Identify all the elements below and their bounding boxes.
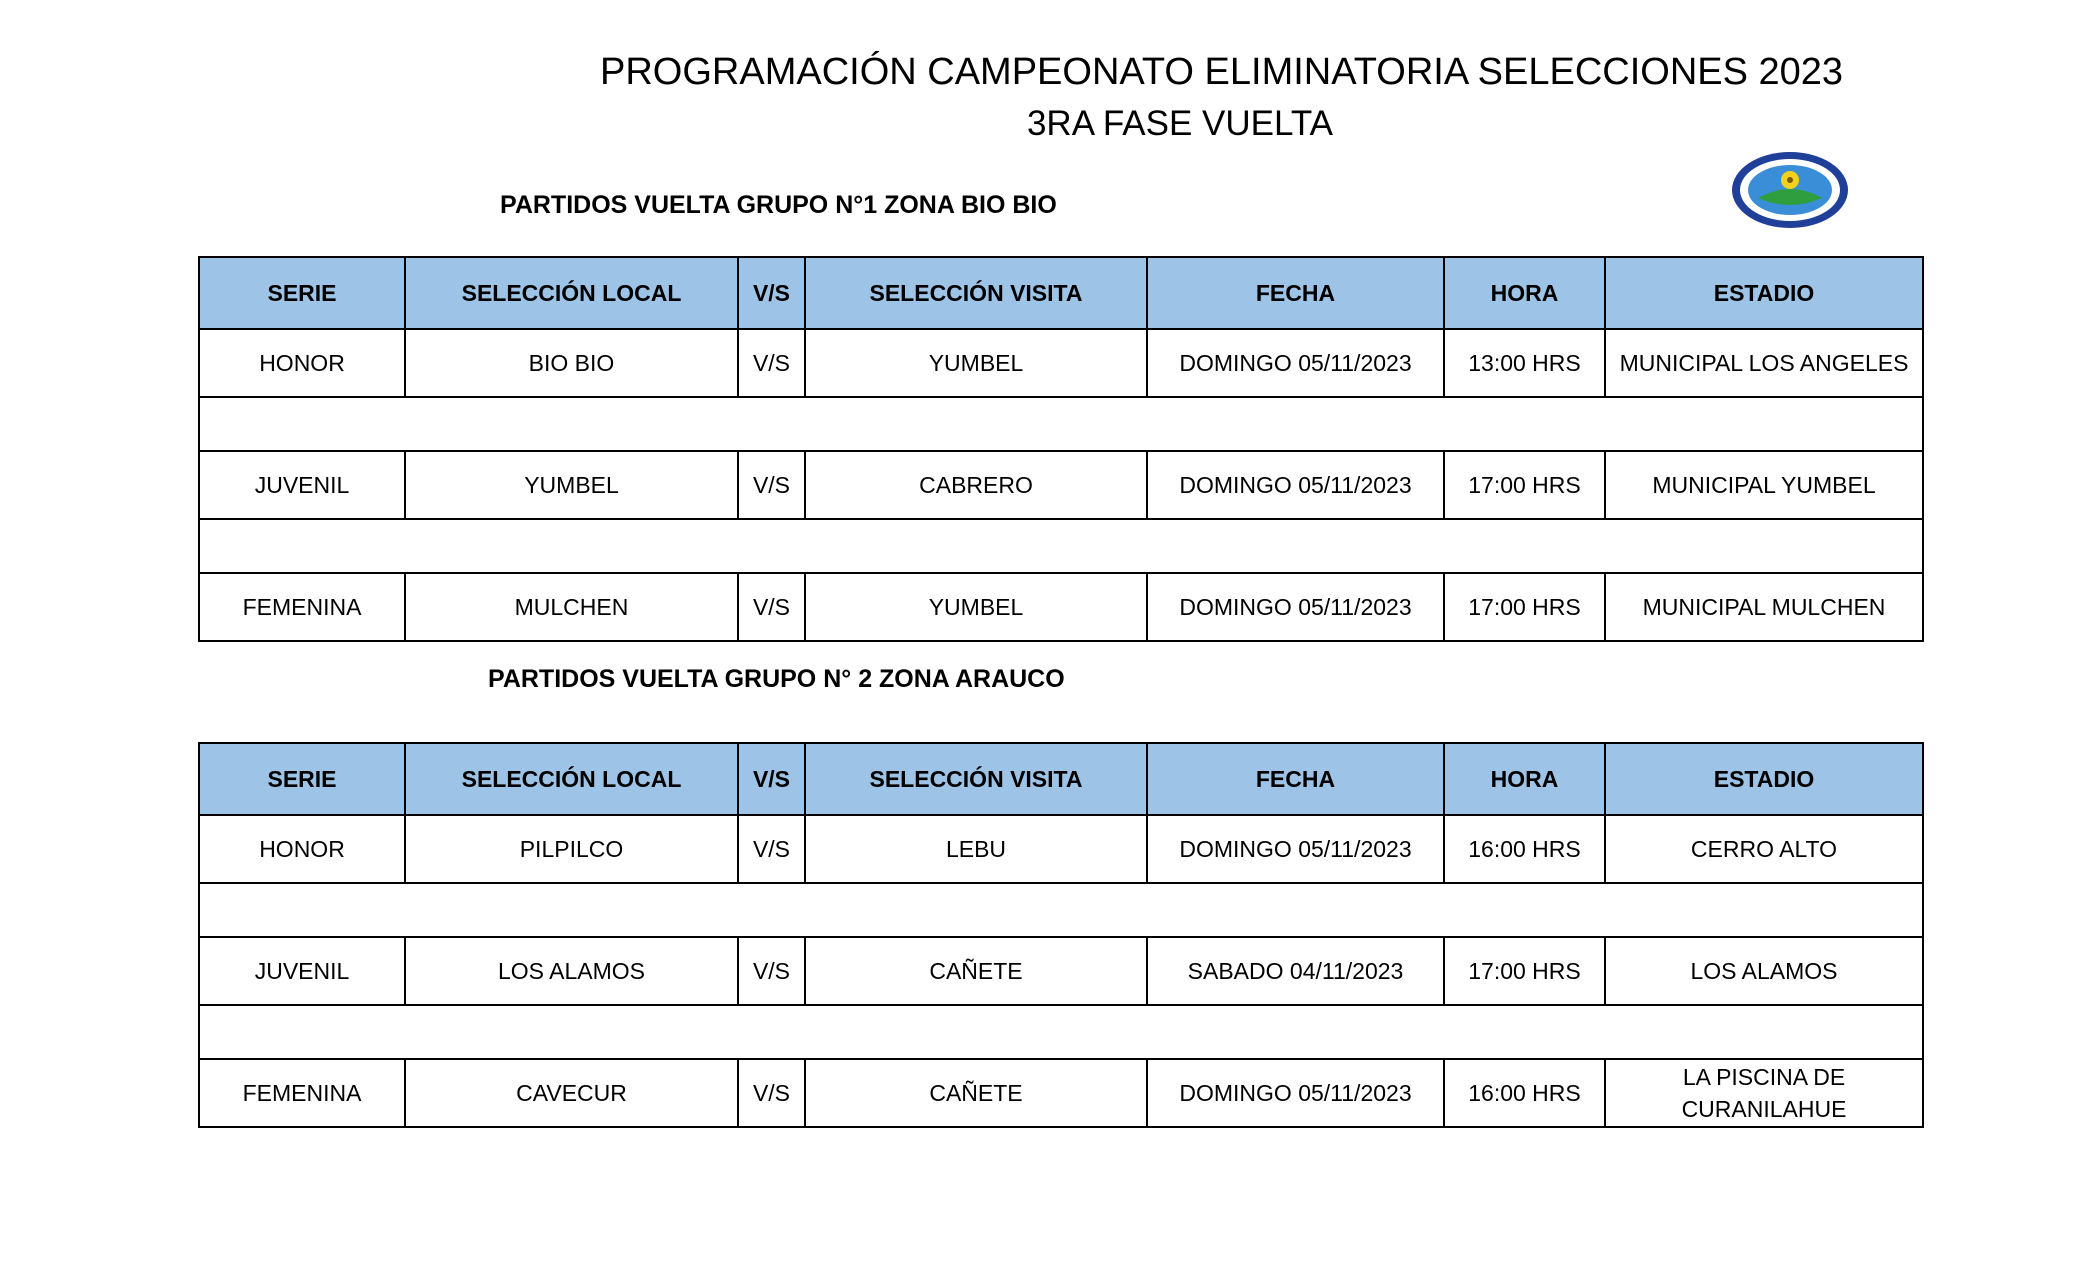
table-row [199,1059,1923,1127]
visita-cell: YUMBEL [805,573,1147,641]
fecha-cell: DOMINGO 05/11/2023 [1147,329,1444,397]
group-2-title: PARTIDOS VUELTA GRUPO N° 2 ZONA ARAUCO [488,665,1065,693]
local-cell: LOS ALAMOS [405,937,738,1005]
column-header-local: SELECCIÓN LOCAL [405,257,738,329]
estadio-cell: CERRO ALTO [1605,815,1923,883]
hora-cell: 17:00 HRS [1444,451,1605,519]
page-subtitle: 3RA FASE VUELTA [1026,104,1334,143]
column-header-serie: SERIE [199,743,405,815]
column-header-estadio: ESTADIO [1605,257,1923,329]
column-header-visita: SELECCIÓN VISITA [805,257,1147,329]
serie-cell: HONOR [199,329,405,397]
column-header-fecha: FECHA [1147,257,1444,329]
local-cell: PILPILCO [405,815,738,883]
estadio-cell: MUNICIPAL MULCHEN [1605,573,1923,641]
vs-cell: V/S [738,573,805,641]
local-cell: CAVECUR [405,1059,738,1127]
column-header-hora: HORA [1444,257,1605,329]
spacer-row [199,1005,1923,1059]
table-row [199,937,1923,1005]
local-cell: MULCHEN [405,573,738,641]
local-cell: BIO BIO [405,329,738,397]
hora-cell: 17:00 HRS [1444,937,1605,1005]
vs-cell: V/S [738,815,805,883]
column-header-serie: SERIE [199,257,405,329]
hora-cell: 17:00 HRS [1444,573,1605,641]
table-row [199,815,1923,883]
serie-cell: FEMENINA [199,573,405,641]
football-association-seal-icon [1730,150,1850,230]
hora-cell: 16:00 HRS [1444,815,1605,883]
fecha-cell: DOMINGO 05/11/2023 [1147,573,1444,641]
group-1-schedule-table [198,256,1924,642]
column-header-estadio: ESTADIO [1605,743,1923,815]
serie-cell: JUVENIL [199,451,405,519]
local-cell: YUMBEL [405,451,738,519]
column-header-hora: HORA [1444,743,1605,815]
column-header-local: SELECCIÓN LOCAL [405,743,738,815]
fecha-cell: DOMINGO 05/11/2023 [1147,815,1444,883]
serie-cell: FEMENINA [199,1059,405,1127]
vs-cell: V/S [738,937,805,1005]
group-2-schedule-table [198,742,1924,1128]
page-title: PROGRAMACIÓN CAMPEONATO ELIMINATORIA SELECCIONES 2023 [600,51,1844,93]
visita-cell: LEBU [805,815,1147,883]
visita-cell: YUMBEL [805,329,1147,397]
vs-cell: V/S [738,451,805,519]
table-row [199,329,1923,397]
visita-cell: CABRERO [805,451,1147,519]
estadio-cell: LOS ALAMOS [1605,937,1923,1005]
estadio-cell: MUNICIPAL YUMBEL [1605,451,1923,519]
hora-cell: 13:00 HRS [1444,329,1605,397]
fecha-cell: DOMINGO 05/11/2023 [1147,451,1444,519]
spacer-row [199,519,1923,573]
table-header-row [199,257,1923,329]
estadio-cell: LA PISCINA DE CURANILAHUE [1605,1059,1923,1127]
group-1-title: PARTIDOS VUELTA GRUPO N°1 ZONA BIO BIO [500,191,1057,219]
table-row [199,573,1923,641]
estadio-cell: MUNICIPAL LOS ANGELES [1605,329,1923,397]
serie-cell: HONOR [199,815,405,883]
column-header-vs: V/S [738,743,805,815]
fecha-cell: SABADO 04/11/2023 [1147,937,1444,1005]
column-header-fecha: FECHA [1147,743,1444,815]
vs-cell: V/S [738,329,805,397]
visita-cell: CAÑETE [805,937,1147,1005]
column-header-visita: SELECCIÓN VISITA [805,743,1147,815]
serie-cell: JUVENIL [199,937,405,1005]
visita-cell: CAÑETE [805,1059,1147,1127]
table-header-row [199,743,1923,815]
spacer-row [199,397,1923,451]
spacer-row [199,883,1923,937]
vs-cell: V/S [738,1059,805,1127]
column-header-vs: V/S [738,257,805,329]
fecha-cell: DOMINGO 05/11/2023 [1147,1059,1444,1127]
hora-cell: 16:00 HRS [1444,1059,1605,1127]
table-row [199,451,1923,519]
